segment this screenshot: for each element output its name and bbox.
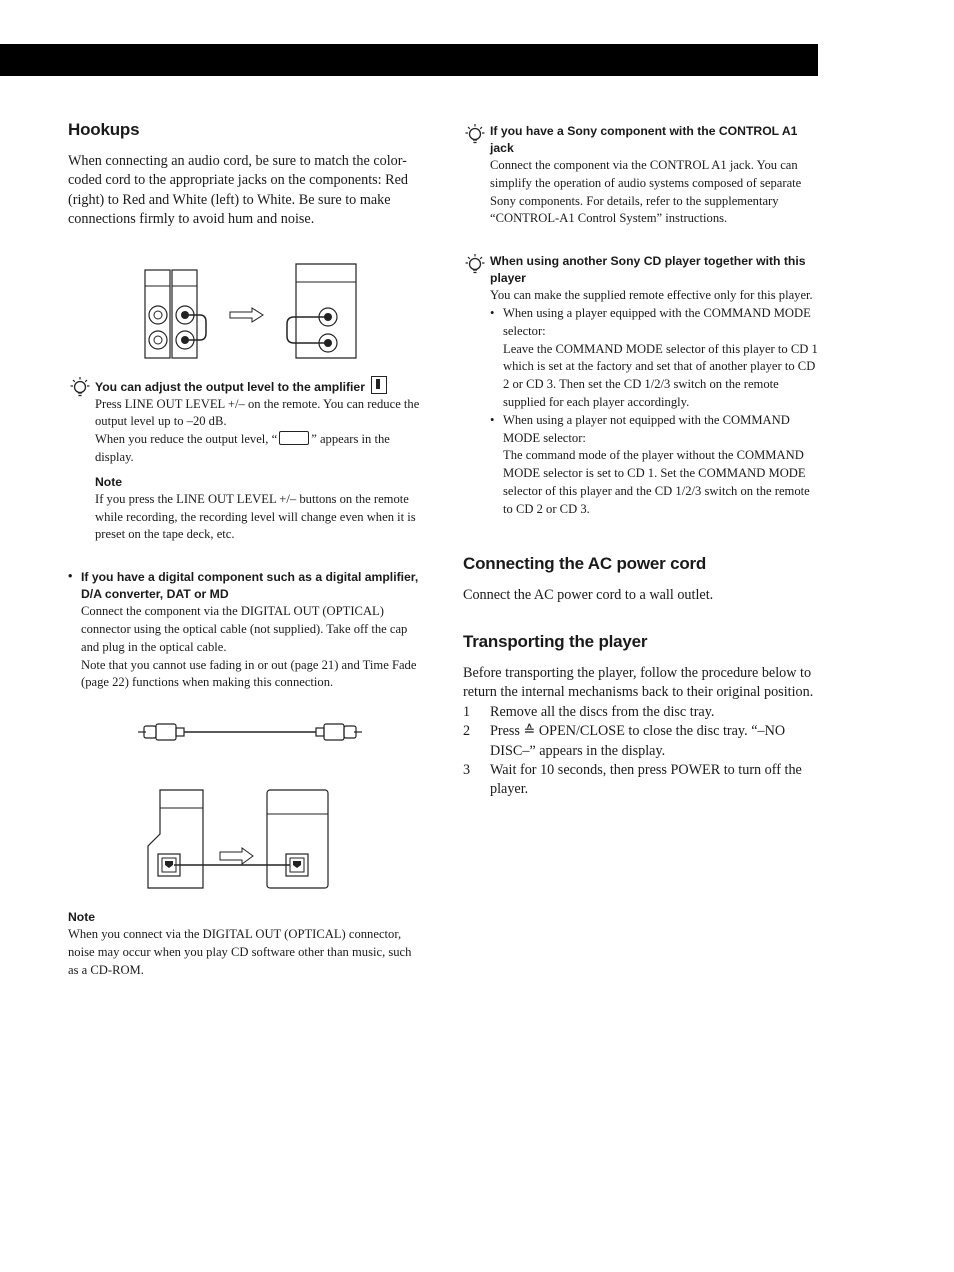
right-column [463,123,819,800]
tip-another-title: When using another Sony CD player together with this player [490,254,806,286]
audio-connection-svg [142,260,362,364]
optical-connection-diagram [146,786,420,890]
transport-heading: Transporting the player [463,631,648,651]
optical-connection-svg [146,786,332,890]
tip-another-text: You can make the supplied remote effective only for this player. [490,288,813,303]
tip-control-title: If you have a Sony component with the CONTROL A1 jack [490,124,798,155]
left-column [68,120,420,980]
lightbulb-icon [70,376,90,398]
audio-connection-diagram [142,260,420,364]
digital-p2: Note that you cannot use fading in or out (page 21) and Time Fade (page 22) functions when making this connection. [81,657,417,690]
command-mode-list [490,305,819,519]
digital-title: If you have a digital component such as a digital amplifier, D/A converter, DAT or MD [81,570,419,602]
bullet-icon: • [68,569,73,584]
bottom-note-text: When you connect via the DIGITAL OUT (OPTICAL) connector, noise may occur when you play CD software other than music, such as a CD-ROM. [68,927,412,977]
ac-power-heading: Connecting the AC power cord [463,553,707,573]
optical-cable-diagram [138,720,420,744]
display-box-icon [279,431,309,445]
tip-control-a1 [463,123,819,228]
hookups-intro: When connecting an audio cord, be sure to match the color-coded cord to the appropriate jacks on the components: Red (right) to Red and White (left) to White. Be sure to make connections firmly to avoid hum and noise. [68,153,409,228]
hookups-heading: Hookups [68,120,140,139]
tip-output-note-head: Note [95,474,123,489]
ac-power-text: Connect the AC power cord to a wall outlet. [463,586,714,603]
list-item: • When using a player equipped with the COMMAND MODE selector: Leave the COMMAND MODE selector of this player to CD 1 which is set at the factory and set that of another player to CD 2 or CD 3. Then set the CD 1/2/3 switch on the remote supplied for each player accordingly. [490,305,819,412]
list-item: 1 Remove all the discs from the disc tray. [463,703,715,720]
list-item: 3 Wait for 10 seconds, then press POWER to turn off the player. [463,761,802,798]
tip-control-text: Connect the component via the CONTROL A1 jack. You can simplify the operation of audio systems composed of separate Sony components. For details, refer to the supplementary “CONTROL-A1 Control System” instructions. [490,158,802,226]
lightbulb-icon [465,253,485,275]
tip-another-player [463,253,819,518]
tip-output-level [68,376,420,545]
transport-intro: Before transporting the player, follow the procedure below to return the internal mechanisms back to their original position. [463,664,814,701]
tip-output-p1: Press LINE OUT LEVEL +/– on the remote. You can reduce the output level up to –20 dB. [95,396,420,429]
header-bar [0,44,818,76]
lightbulb-icon [465,123,485,145]
tip-output-title: You can adjust the output level to the amplifier [95,379,365,394]
digital-component-section [68,569,420,692]
list-item: • When using a player not equipped with the COMMAND MODE selector: The command mode of the player without the COMMAND MODE selector is set to CD 1. Set the COMMAND MODE selector of this player and the CD 1/2/3 switch on the remote to CD 2 or CD 3. [490,412,819,519]
tip-output-note: If you press the LINE OUT LEVEL +/– buttons on the remote while recording, the recording level will change even when it is preset on the tape deck, etc. [95,491,416,542]
remote-icon [371,376,387,394]
bottom-note-head: Note [68,910,96,925]
tip-output-p2: When you reduce the output level, “ ” appears in the display. [95,432,390,465]
transport-steps [463,703,819,800]
list-item: 2 Press ≙ OPEN/CLOSE to close the disc tray. “–NO DISC–” appears in the display. [463,723,786,759]
digital-p1: Connect the component via the DIGITAL OUT (OPTICAL) connector using the optical cable (not supplied). Take off the cap and plug in the optical cable. [81,604,408,654]
optical-cable-svg [138,720,362,744]
